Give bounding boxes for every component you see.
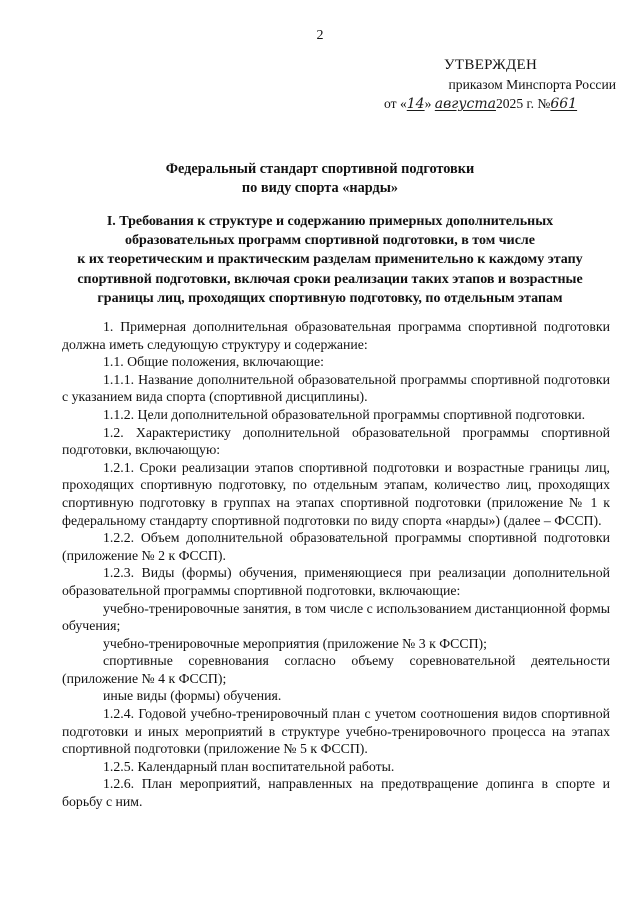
section-heading-line: к их теоретическим и практическим разделам применительно к каждому этапу bbox=[77, 252, 583, 268]
paragraph: 1.2.6. План мероприятий, направленных на предотвращение допинга в спорте и борьбу с ним. bbox=[62, 776, 610, 810]
section-heading bbox=[56, 212, 604, 308]
section-heading-line: спортивной подготовки, включая сроки реализации таких этапов и возрастные bbox=[77, 271, 583, 287]
approval-number-handwritten: 661 bbox=[550, 96, 578, 112]
approval-title: УТВЕРЖДЕН bbox=[444, 57, 538, 73]
section-heading-line: границы лиц, проходящих спортивную подготовку, по отдельным этапам bbox=[97, 290, 563, 306]
paragraph: 1.1.1. Название дополнительной образовательной программы спортивной подготовки с указанием вида спорта (спортивной дисциплины). bbox=[62, 371, 610, 405]
approval-month-handwritten: августа bbox=[434, 96, 496, 112]
approval-order-line: приказом Минспорта России bbox=[448, 77, 616, 92]
paragraph: иные виды (формы) обучения. bbox=[103, 688, 282, 704]
paragraph: 1.2.5. Календарный план воспитательной работы. bbox=[103, 758, 395, 774]
document-title-line: по виду спорта «нарды» bbox=[241, 180, 399, 196]
paragraph: учебно-тренировочные мероприятия (приложение № 3 к ФССП); bbox=[103, 635, 487, 651]
paragraph: спортивные соревнования согласно объему соревновательной деятельности (приложение № 4 к ФССП); bbox=[62, 653, 610, 686]
paragraph: 1.1.2. Цели дополнительной образовательной программы спортивной подготовки. bbox=[103, 406, 586, 422]
paragraph: 1. Примерная дополнительная образовательная программа спортивной подготовки должна иметь следующую структуру и содержание: bbox=[62, 319, 610, 352]
document-title-line: Федеральный стандарт спортивной подготовки bbox=[165, 161, 475, 177]
body-text bbox=[62, 318, 610, 811]
section-heading-line: образовательных программ спортивной подготовки, в том числе bbox=[125, 233, 535, 249]
page-number: 2 bbox=[316, 28, 324, 43]
paragraph: 1.2.1. Сроки реализации этапов спортивной подготовки и возрастные границы лиц, проходящих спортивную подготовку, по отдельным этапам, количество лиц, проходящих спортивную подготовку в группах на этапах спортивной подготовки (приложение № 1 к федеральному стандарту спортивной подготовки по виду спорта «нарды») (далее – ФССП). bbox=[62, 459, 610, 528]
paragraph: 1.2.4. Годовой учебно-тренировочный план с учетом соотношения видов спортивной подготовки и иных мероприятий в структуре учебно-тренировочного процесса на этапах спортивной подготовки (приложение № 5 к ФССП). bbox=[62, 706, 610, 757]
paragraph: 1.2. Характеристику дополнительной образовательной программы спортивной подготовки, включающую: bbox=[62, 424, 610, 458]
paragraph: учебно-тренировочные занятия, в том числе с использованием дистанционной формы обучения; bbox=[62, 600, 610, 634]
approval-block bbox=[380, 56, 616, 114]
approval-date-close: » bbox=[424, 96, 435, 111]
approval-year: 2025 г. № bbox=[495, 96, 551, 111]
approval-date-prefix: от « bbox=[384, 96, 407, 111]
approval-date-line bbox=[384, 94, 616, 114]
paragraph: 1.2.3. Виды (формы) обучения, применяющиеся при реализации дополнительной образовательной программы спортивной подготовки, включающие: bbox=[62, 565, 610, 598]
document-title bbox=[0, 160, 640, 198]
paragraph: 1.1. Общие положения, включающие: bbox=[103, 354, 324, 370]
approval-day-handwritten: 14 bbox=[406, 96, 425, 112]
paragraph: 1.2.2. Объем дополнительной образовательной программы спортивной подготовки (приложение № 2 к ФССП). bbox=[62, 530, 610, 563]
section-heading-line: I. Требования к структуре и содержанию примерных дополнительных bbox=[106, 214, 554, 229]
